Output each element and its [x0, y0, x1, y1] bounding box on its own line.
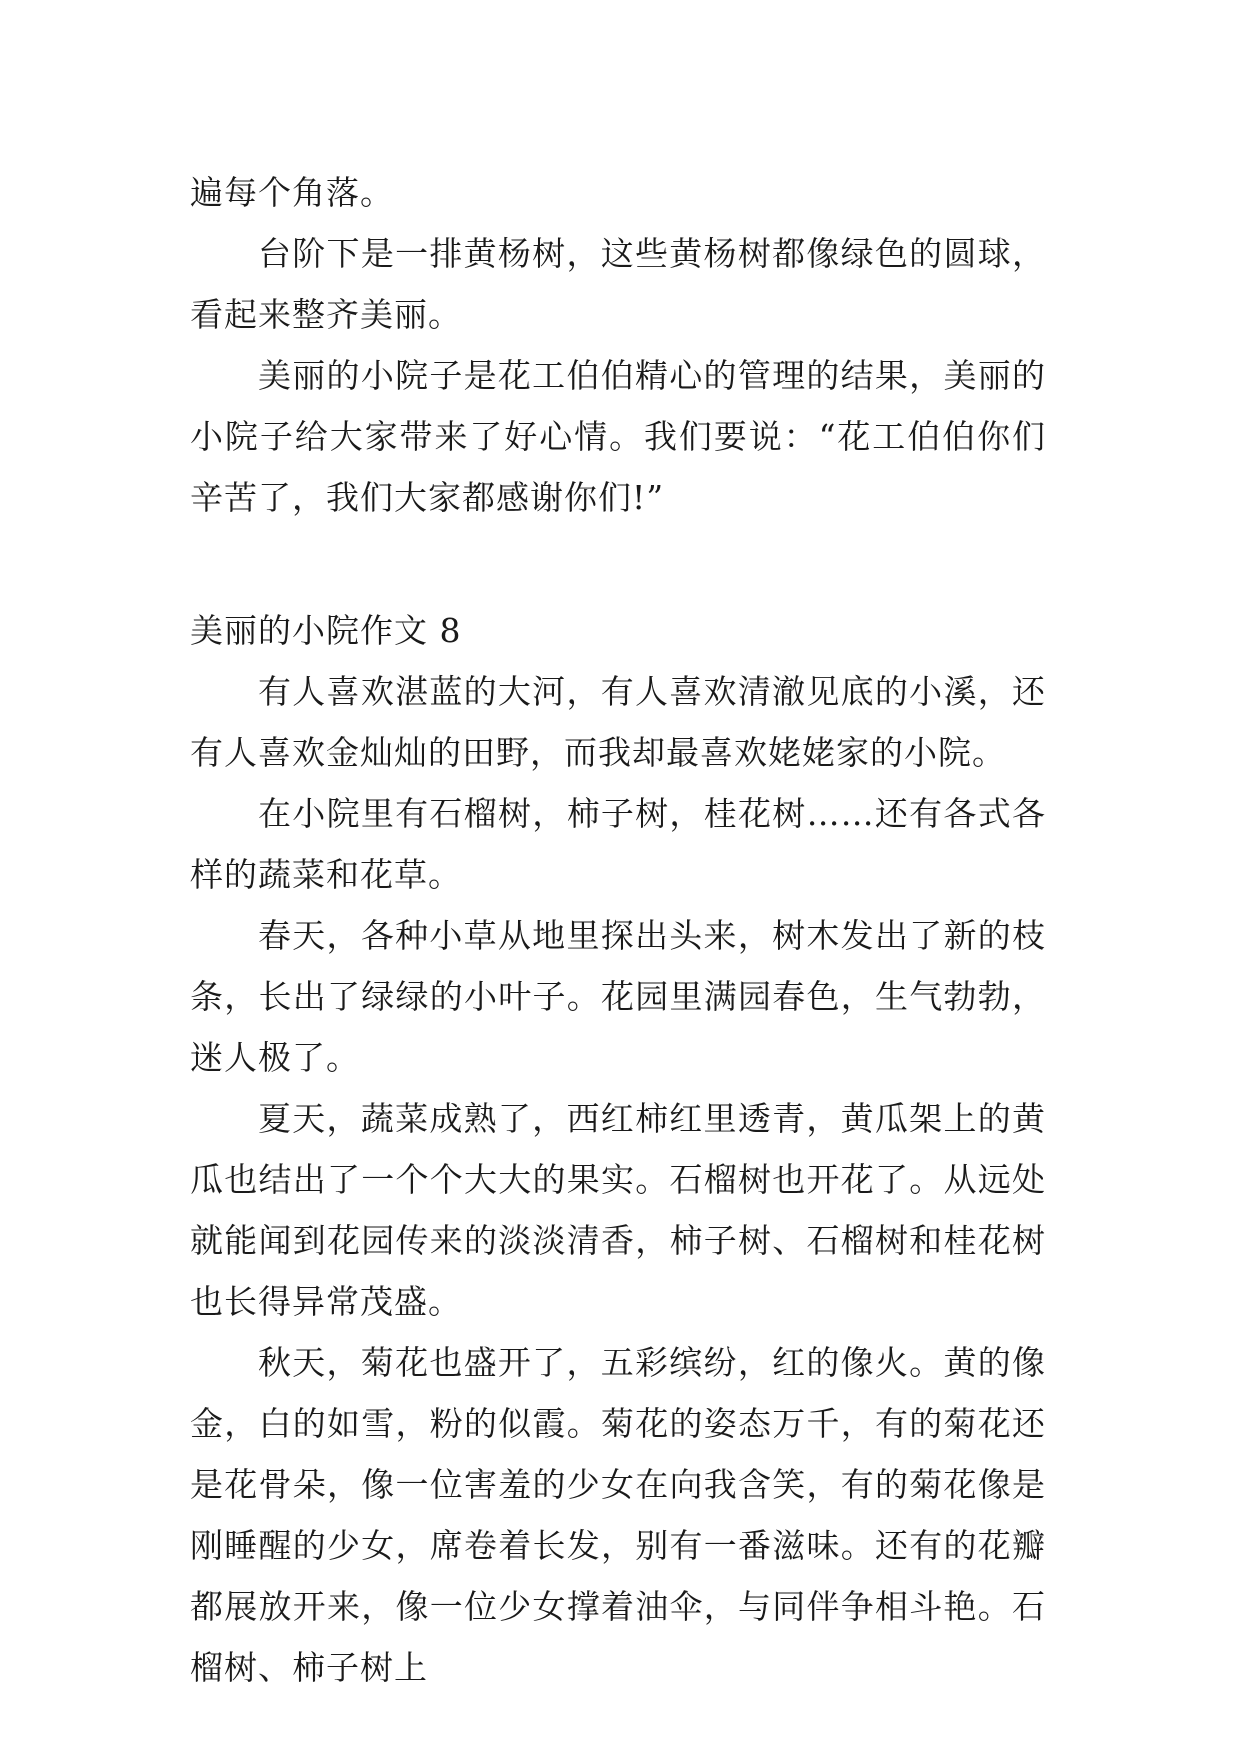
paragraph-intro: 有人喜欢湛蓝的大河，有人喜欢清澈见底的小溪，还有人喜欢金灿灿的田野，而我却最喜欢姥姥家的小院。 — [190, 672, 1046, 772]
document-body — [190, 162, 1046, 1698]
essay-heading: 美丽的小院作文 8 — [190, 611, 462, 650]
paragraph-continued: 遍每个角落。 — [190, 173, 394, 212]
paragraph-steps: 台阶下是一排黄杨树，这些黄杨树都像绿色的圆球，看起来整齐美丽。 — [190, 234, 1046, 334]
paragraph-autumn: 秋天，菊花也盛开了，五彩缤纷，红的像火。黄的像金，白的如雪，粉的似霞。菊花的姿态万千，有的菊花还是花骨朵，像一位害羞的少女在向我含笑，有的菊花像是刚睡醒的少女，席卷着长发，别有一番滋味。还有的花瓣都展放开来，像一位少女撑着油伞，与同伴争相斗艳。石榴树、柿子树上 — [190, 1343, 1046, 1687]
paragraph-trees: 在小院里有石榴树，柿子树，桂花树……还有各式各样的蔬菜和花草。 — [190, 794, 1046, 894]
section-gap — [190, 528, 1046, 600]
paragraph-summer: 夏天，蔬菜成熟了，西红柿红里透青，黄瓜架上的黄瓜也结出了一个个大大的果实。石榴树也开花了。从远处就能闻到花园传来的淡淡清香，柿子树、石榴树和桂花树也长得异常茂盛。 — [190, 1099, 1046, 1321]
paragraph-spring: 春天，各种小草从地里探出头来，树木发出了新的枝条，长出了绿绿的小叶子。花园里满园春色，生气勃勃，迷人极了。 — [190, 916, 1046, 1077]
paragraph-result: 美丽的小院子是花工伯伯精心的管理的结果，美丽的小院子给大家带来了好心情。我们要说：“花工伯伯你们辛苦了，我们大家都感谢你们!” — [190, 356, 1046, 517]
